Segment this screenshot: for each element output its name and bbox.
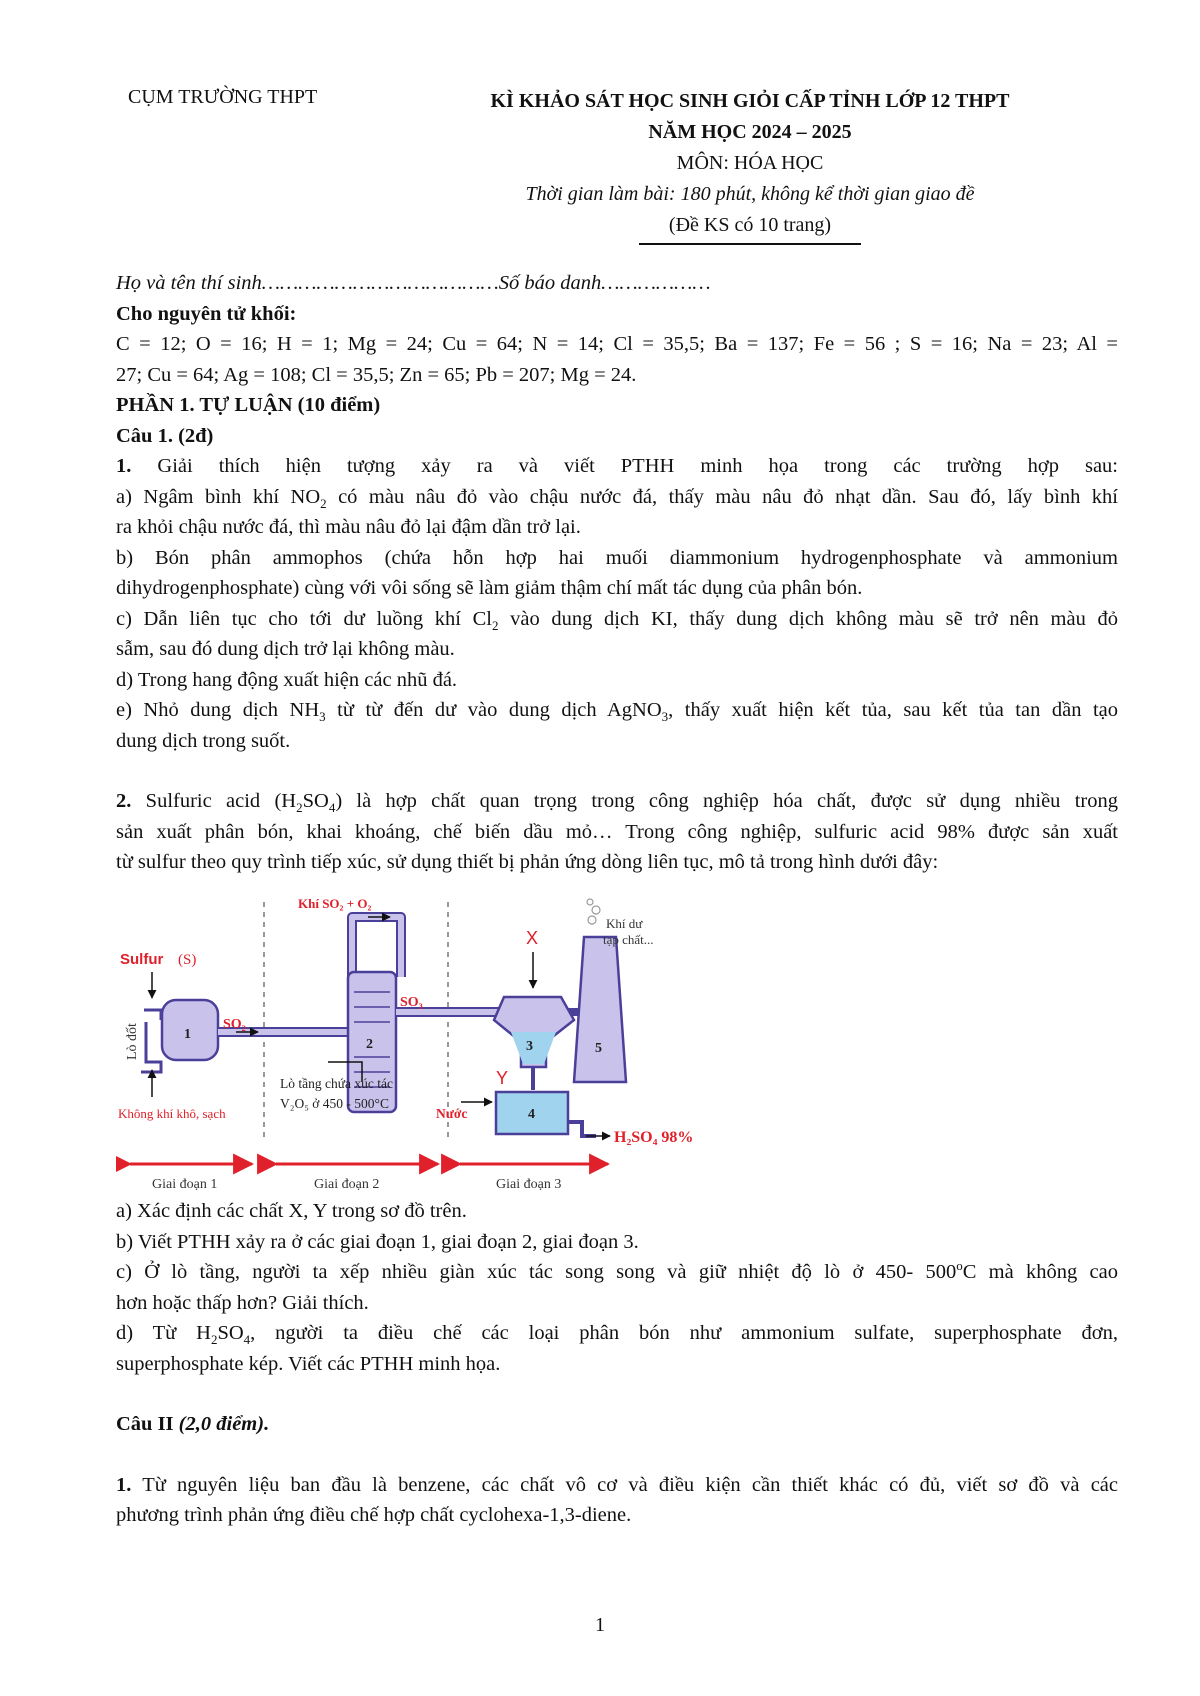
smoke bbox=[587, 899, 600, 924]
spacer bbox=[116, 1379, 1118, 1409]
q1-1e-sub-1: 3 bbox=[319, 709, 326, 725]
page-number: 1 bbox=[595, 1614, 605, 1636]
atomic-mass-line-2: 27; Cu = 64; Ag = 108; Cl = 35,5; Zn = 65; Pb = 207; Mg = 24. bbox=[116, 363, 637, 386]
exam-title: KÌ KHẢO SÁT HỌC SINH GIỎI CẤP TỈNH LỚP 12 THPT bbox=[490, 90, 1010, 112]
q1-2a: a) Xác định các chất X, Y trong sơ đồ trên. bbox=[116, 1200, 467, 1222]
q1-2-sub-1: 2 bbox=[296, 800, 303, 816]
product-pipe bbox=[568, 1122, 596, 1136]
label-x: X bbox=[526, 928, 539, 948]
candidate-name-label: Họ và tên thí sinh………………………………… bbox=[116, 272, 499, 294]
label-clean-air: Không khí khô, sạch bbox=[118, 1106, 226, 1121]
exam-header bbox=[420, 86, 1080, 245]
exam-body-continued bbox=[116, 1196, 1118, 1531]
q1-1d-line: d) Trong hang động xuất hiện các nhũ đá. bbox=[116, 668, 458, 691]
q2-points: (2,0 điểm). bbox=[173, 1413, 270, 1435]
q1-2c-line-2: hơn hoặc thấp hơn? Giải thích. bbox=[116, 1291, 369, 1314]
label-excess-gas-1: Khí dư bbox=[606, 916, 643, 931]
label-n2: 2 bbox=[366, 1037, 373, 1052]
label-sulfur: Sulfur bbox=[120, 951, 164, 968]
q1-1b-line-2: dihydrogenphosphate) cùng với vôi sống sẽ làm giảm thậm chí mất tác dụng của phân bón. bbox=[116, 577, 863, 599]
q1-1e-sub-2: 3 bbox=[661, 709, 669, 725]
school-group: CỤM TRƯỜNG THPT bbox=[128, 86, 318, 108]
label-stage2: Giai đoạn 2 bbox=[314, 1177, 380, 1192]
q1-1e-text-2: từ từ đến dư vào dung dịch AgNO bbox=[325, 699, 662, 721]
q2-1-number: 1. bbox=[116, 1473, 132, 1496]
label-catalyst-1: Lò tầng chứa xúc tác bbox=[280, 1076, 394, 1091]
q1-1a-sub: 2 bbox=[320, 495, 327, 511]
q1-1-number: 1. bbox=[116, 455, 132, 477]
q1-2-line-3: từ sulfur theo quy trình tiếp xúc, sử dụng thiết bị phản ứng dòng liên tục, mô tả trong hình dưới đây: bbox=[116, 851, 939, 873]
label-y: Y bbox=[496, 1068, 509, 1088]
q2-heading-text: Câu II bbox=[116, 1413, 174, 1435]
q1-2c-text-2: C mà không cao bbox=[962, 1261, 1119, 1283]
subject: MÔN: HÓA HỌC bbox=[676, 152, 824, 174]
q1-1e-line-2: dung dịch trong suốt. bbox=[116, 729, 291, 752]
label-so3: SO₃ bbox=[400, 995, 423, 1010]
label-stage1: Giai đoạn 1 bbox=[152, 1177, 218, 1192]
q1-2d-text-1: d) Từ H bbox=[116, 1322, 211, 1344]
q1-1c-line-2: sẫm, sau đó dung dịch trở lại không màu. bbox=[116, 638, 455, 660]
label-sulfur-s: (S) bbox=[178, 952, 197, 968]
furnace-inlet-pipe bbox=[141, 1022, 161, 1072]
q1-2-text-a: Sulfuric acid (H bbox=[131, 790, 297, 812]
q2-1-line-2: phương trình phản ứng điều chế hợp chất cyclohexa-1,3-diene. bbox=[116, 1504, 632, 1526]
furnace-top-pipe bbox=[144, 1010, 161, 1020]
label-n4: 4 bbox=[528, 1107, 535, 1122]
spacer bbox=[116, 756, 1118, 786]
q1-2c-sup: o bbox=[956, 1258, 963, 1274]
atomic-mass-heading: Cho nguyên tử khối: bbox=[116, 302, 297, 325]
label-n5: 5 bbox=[595, 1041, 602, 1056]
q1-2d-text-3: , người ta điều chế các loại phân bón như ammonium sulfate, superphosphate đơn, bbox=[250, 1322, 1118, 1344]
label-stage3: Giai đoạn 3 bbox=[496, 1177, 562, 1192]
q1-1e-text-1: e) Nhỏ dung dịch NH bbox=[116, 699, 320, 721]
absorber-liquid bbox=[511, 1032, 556, 1064]
label-excess-gas-2: tạp chất... bbox=[603, 932, 654, 947]
q1-1-intro bbox=[116, 451, 1118, 482]
q1-1a-line-2: ra khỏi chậu nước đá, thì màu nâu đỏ lại đậm dần trở lại. bbox=[116, 516, 581, 538]
pages-note: (Đề KS có 10 trang) bbox=[639, 210, 861, 245]
chimney-5 bbox=[574, 937, 626, 1082]
q1-1a-text-2: có màu nâu đỏ vào chậu nước đá, thấy màu nâu đỏ nhạt dần. Sau đó, lấy bình khí bbox=[326, 485, 1118, 508]
exam-body bbox=[116, 268, 1118, 878]
candidate-line bbox=[116, 268, 1118, 299]
q1-2-sub-2: 4 bbox=[328, 800, 336, 816]
q1-1b-line-1: b) Bón phân ammophos (chứa hỗn hợp hai muối diammonium hydrogenphosphate và ammonium bbox=[116, 546, 1118, 569]
q1-heading: Câu 1. (2đ) bbox=[116, 424, 214, 447]
q2-1-text-1: Từ nguyên liệu ban đầu là benzene, các chất vô cơ và điều kiện cần thiết khác có đủ, viết sơ đồ và các bbox=[131, 1473, 1118, 1496]
q1-2b: b) Viết PTHH xảy ra ở các giai đoạn 1, giai đoạn 2, giai đoạn 3. bbox=[116, 1230, 639, 1253]
q1-2c-line-1 bbox=[116, 1257, 1118, 1288]
q1-1a-text-1: a) Ngâm bình khí NO bbox=[116, 485, 321, 508]
q1-1c-sub: 2 bbox=[492, 617, 499, 633]
q1-1-intro-text: Giải thích hiện tượng xảy ra và viết PTHH minh họa trong các trường hợp sau: bbox=[157, 455, 1118, 477]
label-water: Nước bbox=[436, 1106, 468, 1121]
q2-heading bbox=[116, 1409, 1118, 1440]
q1-2d-sub-1: 2 bbox=[210, 1332, 218, 1348]
candidate-id-label: Số báo danh……………… bbox=[498, 272, 711, 294]
label-so2: SO₂ bbox=[223, 1017, 246, 1032]
q1-1c-line-1 bbox=[116, 604, 1118, 635]
q1-2d-line-2: superphosphate kép. Viết các PTHH minh họa. bbox=[116, 1352, 501, 1375]
q1-2-number: 2. bbox=[116, 790, 132, 812]
label-furnace: Lò đốt bbox=[125, 1023, 140, 1060]
q1-2-text-c: ) là hợp chất quan trọng trong công nghiệp hóa chất, được sử dụng nhiều trong bbox=[335, 790, 1118, 812]
q1-1c-text-2: vào dung dịch KI, thấy dung dịch không màu sẽ trở nên màu đỏ bbox=[498, 607, 1118, 630]
q1-2-line-1 bbox=[116, 786, 1118, 817]
atomic-mass-line-1: C = 12; O = 16; H = 1; Mg = 24; Cu = 64; N = 14; Cl = 35,5; Ba = 137; Fe = 56 ; S = 16; Na = 23; Al = bbox=[116, 333, 1118, 355]
q1-2-line-2: sản xuất phân bón, khai khoáng, chế biến dầu mỏ… Trong công nghiệp, sulfuric acid 98% được sản xuất bbox=[116, 820, 1118, 843]
contact-process-diagram bbox=[116, 892, 746, 1192]
q1-1e-text-3: , thấy xuất hiện kết tủa, sau kết tủa tan dần tạo bbox=[668, 699, 1118, 721]
q1-1c-text-1: c) Dẫn liên tục cho tới dư luồng khí Cl bbox=[116, 607, 493, 630]
spacer bbox=[116, 1440, 1118, 1470]
time-note: Thời gian làm bài: 180 phút, không kể thời gian giao đề bbox=[525, 183, 975, 205]
q1-2d-sub-2: 4 bbox=[243, 1332, 251, 1348]
q1-2c-text-1: c) Ở lò tầng, người ta xếp nhiều giàn xúc tác song song và giữ nhiệt độ lò ở 450- 500 bbox=[116, 1261, 957, 1283]
school-year: NĂM HỌC 2024 – 2025 bbox=[648, 121, 852, 143]
q1-2-text-b: SO bbox=[302, 790, 329, 812]
label-gas-in: Khí SO₂ + O₂ bbox=[298, 896, 372, 911]
q2-1-line-1 bbox=[116, 1470, 1118, 1501]
q1-1e-line-1 bbox=[116, 695, 1118, 726]
q1-2d-line-1 bbox=[116, 1318, 1118, 1349]
label-product: H₂SO₄ 98% bbox=[614, 1129, 694, 1146]
q1-2d-text-2: SO bbox=[217, 1322, 244, 1344]
label-n1: 1 bbox=[184, 1027, 191, 1042]
part1-heading: PHẦN 1. TỰ LUẬN (10 điểm) bbox=[116, 394, 381, 416]
label-n3: 3 bbox=[526, 1039, 533, 1054]
label-catalyst-2: V₂O₅ ở 450 - 500°C bbox=[280, 1096, 389, 1111]
q1-1a-line-1 bbox=[116, 482, 1118, 513]
